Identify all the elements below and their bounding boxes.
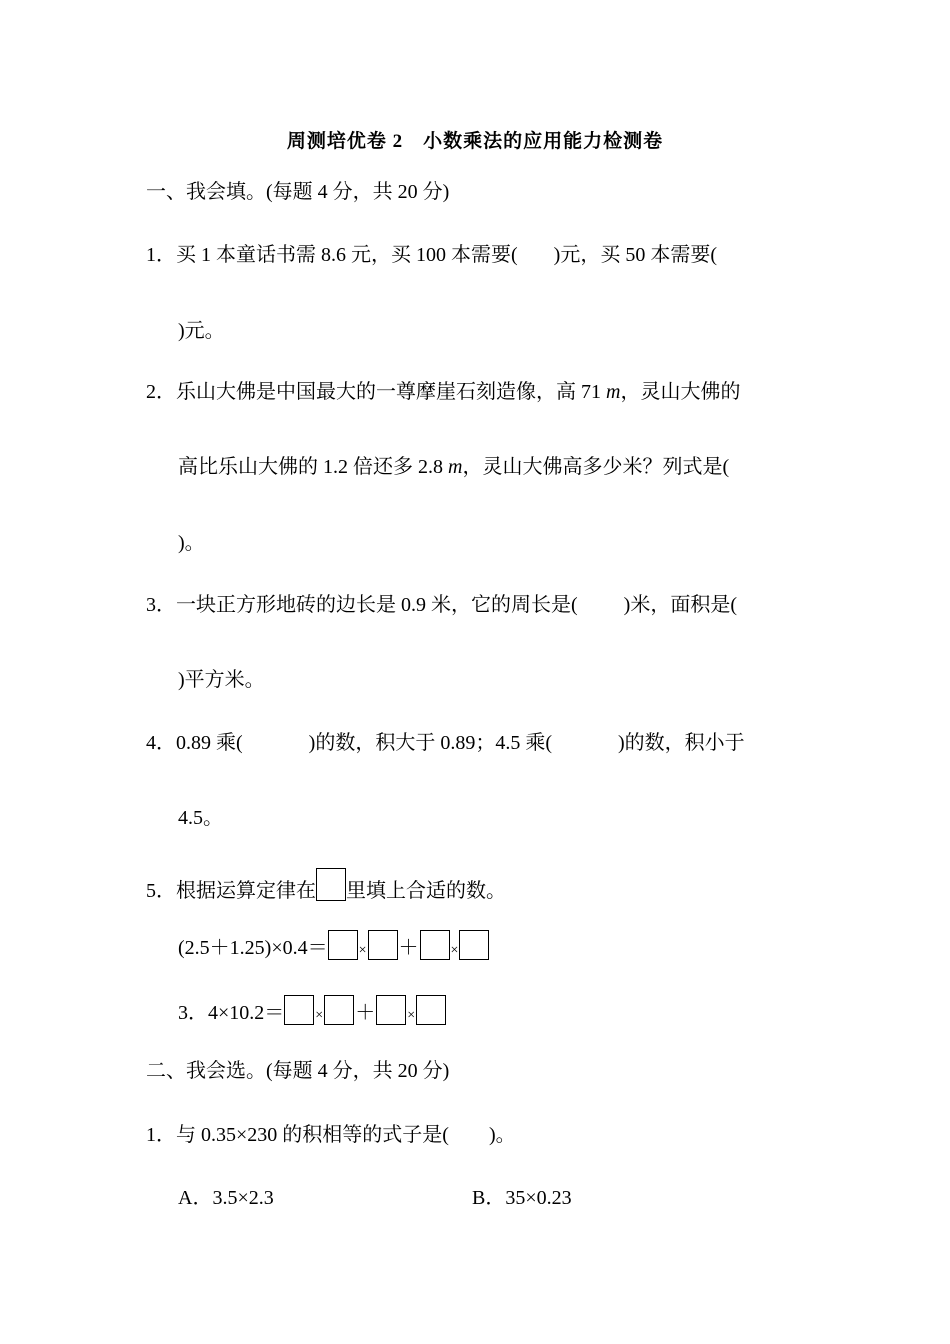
equation-1-lhs: (2.5＋1.25)×0.4＝	[178, 937, 328, 959]
times-sign: ×	[358, 943, 367, 958]
times-sign: ×	[407, 1008, 416, 1023]
answer-box[interactable]	[324, 995, 354, 1025]
question-2-line-3: )。	[178, 532, 205, 554]
question-3-number: 3．	[146, 594, 176, 616]
question-2-text-c: 高比乐山大佛的 1.2 倍还多 2.8	[178, 456, 448, 478]
question-2-text-d: ，灵山大佛高多少米？列式是(	[462, 456, 730, 478]
answer-box[interactable]	[376, 995, 406, 1025]
question-1-text-b: )元，买 50 本需要(	[553, 244, 717, 266]
answer-box[interactable]	[328, 930, 358, 960]
answer-box[interactable]	[459, 930, 489, 960]
unit-m: m	[606, 381, 621, 403]
unit-m: m	[448, 456, 463, 478]
plus-sign: ＋	[355, 1002, 376, 1024]
question-1-line-2: )元。	[178, 320, 225, 342]
option-a[interactable]: A．3.5×2.3	[178, 1187, 274, 1209]
question-2-text-a: 乐山大佛是中国最大的一尊摩崖石刻造像，高 71	[176, 381, 606, 403]
section-2-question-1-number: 1．	[146, 1124, 176, 1146]
answer-box[interactable]	[316, 868, 346, 901]
question-5-text-b: 里填上合适的数。	[346, 880, 506, 902]
answer-box[interactable]	[420, 930, 450, 960]
answer-box[interactable]	[284, 995, 314, 1025]
question-5-line-1	[146, 868, 506, 903]
question-4-line-1	[146, 731, 745, 755]
question-5-number: 5．	[146, 880, 176, 902]
question-3-line-2: )平方米。	[178, 669, 265, 691]
section-2-question-1-text: 与 0.35×230 的积相等的式子是( )。	[176, 1124, 516, 1146]
page-title: 周测培优卷 2 小数乘法的应用能力检测卷	[286, 131, 664, 152]
equation-2	[178, 995, 446, 1028]
equation-2-lhs: 3．4×10.2＝	[178, 1002, 285, 1024]
section-2-heading: 二、我会选。(每题 4 分，共 20 分)	[146, 1060, 450, 1082]
question-3-text-a: 一块正方形地砖的边长是 0.9 米，它的周长是(	[176, 594, 578, 616]
answer-box[interactable]	[416, 995, 446, 1025]
question-2-line-2	[178, 455, 729, 479]
question-4-text-a: 0.89 乘(	[176, 732, 243, 754]
question-5-text-a: 根据运算定律在	[176, 880, 316, 902]
question-4-line-2: 4.5。	[178, 807, 223, 829]
equation-1	[178, 930, 489, 963]
question-1-text-a: 买 1 本童话书需 8.6 元，买 100 本需要(	[176, 244, 518, 266]
question-2-text-b: ，灵山大佛的	[620, 381, 741, 403]
question-2-number: 2．	[146, 381, 176, 403]
question-3-line-1	[146, 593, 737, 617]
question-3-text-b: )米，面积是(	[623, 594, 737, 616]
plus-sign: ＋	[398, 937, 419, 959]
question-4-text-c: )的数，积小于	[618, 732, 745, 754]
section-1-heading: 一、我会填。(每题 4 分，共 20 分)	[146, 181, 450, 203]
section-2-question-1	[146, 1123, 516, 1147]
question-1-number: 1．	[146, 244, 176, 266]
question-4-number: 4．	[146, 732, 176, 754]
question-4-text-b: )的数，积大于 0.89；4.5 乘(	[308, 732, 552, 754]
answer-box[interactable]	[368, 930, 398, 960]
question-2-line-1	[146, 380, 740, 404]
question-1-line-1	[146, 243, 717, 267]
times-sign: ×	[315, 1008, 324, 1023]
times-sign: ×	[450, 943, 459, 958]
option-b[interactable]: B．35×0.23	[472, 1187, 572, 1209]
